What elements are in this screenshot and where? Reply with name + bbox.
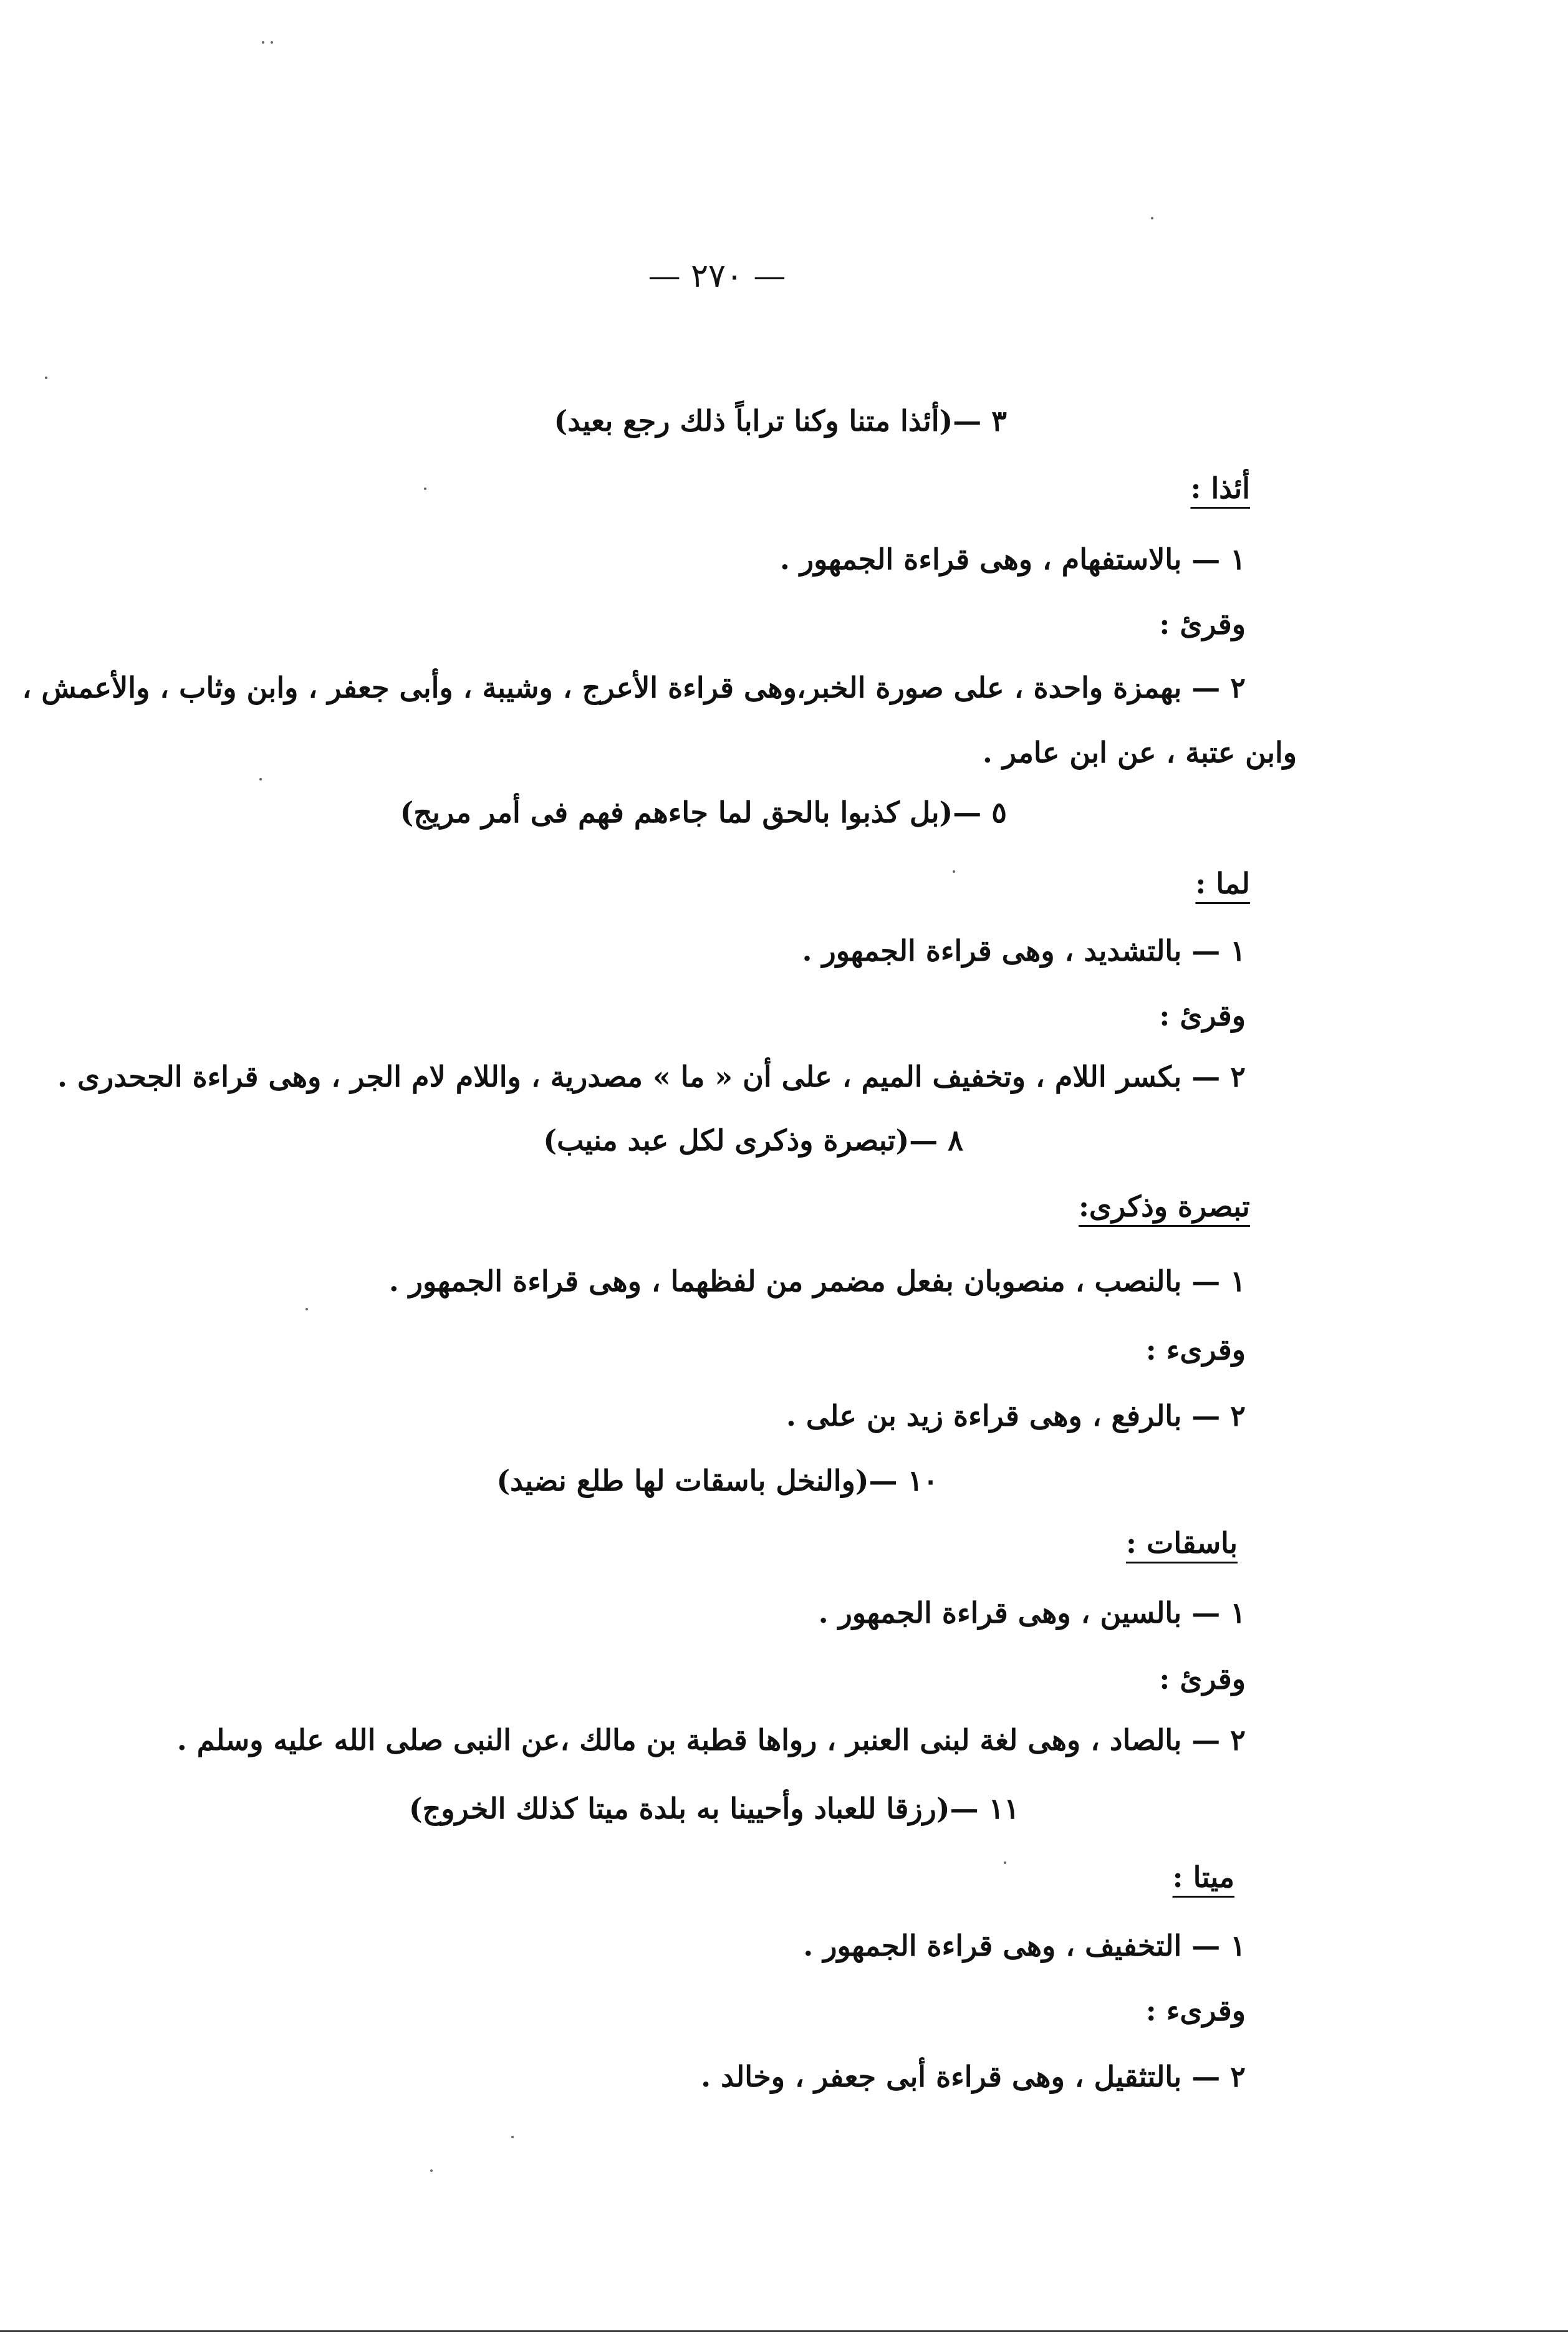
heading-aidha: أئذا : — [1190, 471, 1250, 505]
heading-tabsira: تبصرة وذكرى: — [1078, 1189, 1250, 1223]
scan-speck — [424, 487, 426, 490]
scan-speck — [305, 1308, 308, 1310]
reading-line: ٢ — بالصاد ، وهى لغة لبنى العنبر ، رواها قطبة بن مالك ،عن النبى صلى الله عليه وسلم . — [176, 1723, 1246, 1757]
scan-speck — [953, 870, 955, 873]
heading-mayta: ميتا : — [1172, 1860, 1234, 1894]
reading-line: ١ — بالاستفهام ، وهى قراءة الجمهور . — [779, 542, 1246, 576]
scan-speck — [45, 377, 47, 379]
reading-line: ١ — التخفيف ، وهى قراءة الجمهور . — [803, 1929, 1246, 1962]
variant-label: وقرىء : — [1145, 1333, 1246, 1366]
scan-speck — [430, 2169, 433, 2172]
verse-11: ١١ —(رزقا للعباد وأحيينا به بلدة ميتا كذلك الخروج) — [408, 1792, 1019, 1825]
heading-lamma: لما : — [1195, 867, 1250, 900]
variant-label: وقرئ : — [1159, 607, 1246, 641]
verse-10: ١٠ —(والنخل باسقات لها طلع نضيد) — [496, 1464, 938, 1497]
reading-line: ٢ — بهمزة واحدة ، على صورة الخبر،وهى قراءة الأعرج ، وشيبة ، وأبى جعفر ، وابن وثاب ، والأعمش ، — [22, 671, 1246, 704]
scan-speck — [271, 41, 273, 44]
bottom-scan-edge — [0, 2330, 1568, 2332]
reading-line: ٢ — بالتثقيل ، وهى قراءة أبى جعفر ، وخالد . — [701, 2060, 1246, 2093]
verse-8: ٨ —(تبصرة وذكرى لكل عبد منيب) — [543, 1123, 963, 1157]
scan-speck — [1151, 217, 1153, 219]
reading-line: ١ — بالنصب ، منصوبان بفعل مضمر من لفظهما ، وهى قراءة الجمهور . — [388, 1264, 1246, 1298]
scan-speck — [262, 41, 264, 44]
reading-line-continued: وابن عتبة ، عن ابن عامر . — [982, 736, 1297, 769]
scan-speck — [1004, 1861, 1006, 1864]
variant-label: وقرئ : — [1159, 999, 1246, 1032]
variant-label: وقرىء : — [1145, 1994, 1246, 2027]
heading-basiqat: باسقات : — [1126, 1526, 1238, 1560]
reading-line: ١ — بالسين ، وهى قراءة الجمهور . — [818, 1596, 1246, 1630]
page-number: — ٢٧٠ — — [648, 257, 786, 295]
variant-label: وقرئ : — [1159, 1662, 1246, 1696]
verse-3: ٣ —(أئذا متنا وكنا تراباً ذلك رجع بعيد) — [554, 404, 1007, 438]
scan-speck — [259, 778, 262, 780]
scan-speck — [511, 2136, 514, 2138]
reading-line: ٢ — بكسر اللام ، وتخفيف الميم ، على أن « ما » مصدرية ، واللام لام الجر ، وهى قراءة الجحدرى . — [57, 1060, 1246, 1093]
verse-5: ٥ —(بل كذبوا بالحق لما جاءهم فهم فى أمر مريج) — [400, 795, 1007, 829]
reading-line: ١ — بالتشديد ، وهى قراءة الجمهور . — [802, 934, 1246, 968]
reading-line: ٢ — بالرفع ، وهى قراءة زيد بن على . — [786, 1399, 1246, 1433]
